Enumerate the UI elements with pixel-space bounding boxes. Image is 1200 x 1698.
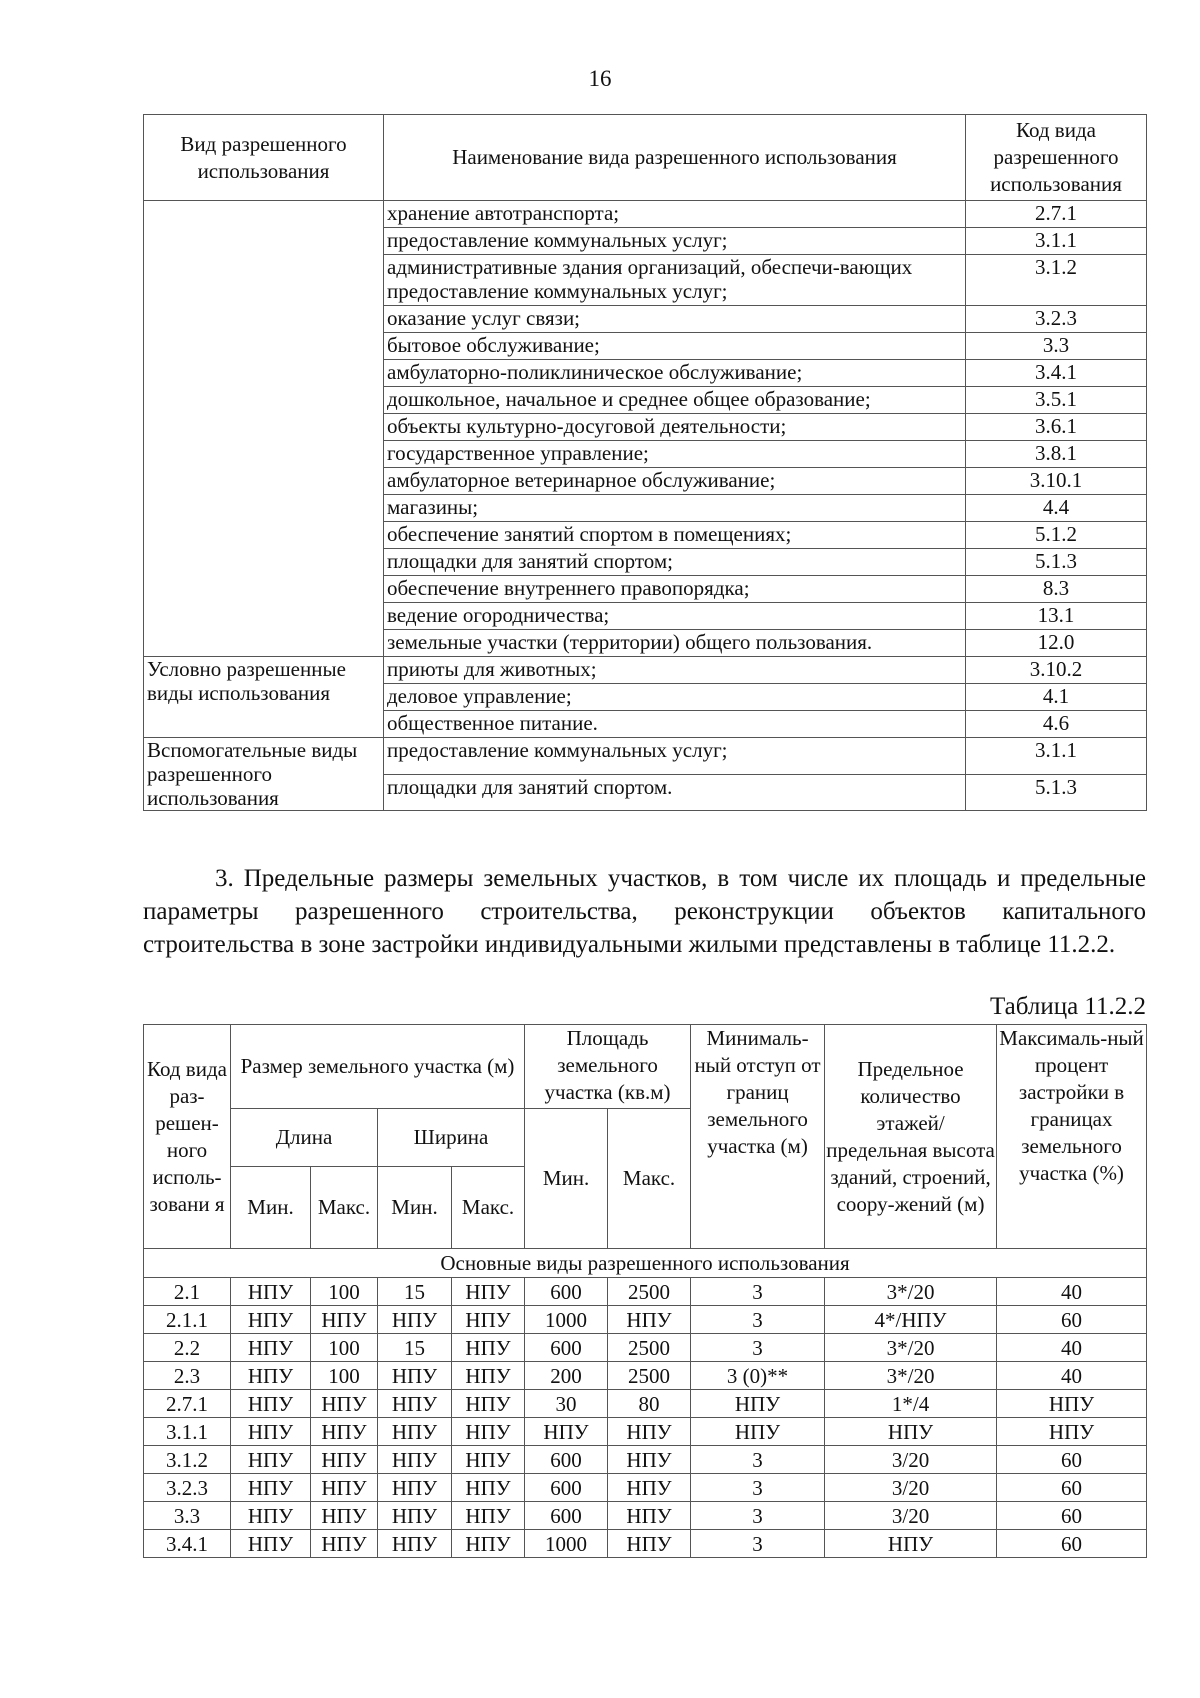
use-code-cell: 3.3: [966, 333, 1147, 360]
permitted-use-table: [143, 114, 1147, 811]
width-min-cell: НПУ: [378, 1362, 452, 1390]
length-max-cell: НПУ: [311, 1474, 378, 1502]
header-indent: Минималь-ный отступ от границ земельного участка (м): [691, 1025, 825, 1249]
use-code-cell: 3.10.2: [966, 657, 1147, 684]
code-cell: 3.1.1: [144, 1418, 231, 1446]
use-code-cell: 3.4.1: [966, 360, 1147, 387]
paragraph-3: 3. Предельные размеры земельных участков, в том числе их площадь и предельные параметры разрешенного строительства, реконструкции объектов капитального строительства в зоне застройки индивидуальными жилыми представлены в таблице 11.2.2.: [143, 865, 1146, 958]
length-max-cell: НПУ: [311, 1502, 378, 1530]
length-min-cell: НПУ: [231, 1278, 311, 1306]
length-max-cell: НПУ: [311, 1446, 378, 1474]
use-name-cell: приюты для животных;: [384, 657, 966, 684]
width-max-cell: НПУ: [452, 1278, 525, 1306]
floors-cell: 3*/20: [825, 1334, 997, 1362]
land-plot-parameters-table: [143, 1024, 1147, 1558]
area-min-cell: 600: [525, 1278, 608, 1306]
floors-cell: 1*/4: [825, 1390, 997, 1418]
width-max-cell: НПУ: [452, 1530, 525, 1558]
page-number: 16: [588, 66, 612, 91]
width-max-cell: НПУ: [452, 1418, 525, 1446]
length-max-cell: 100: [311, 1278, 378, 1306]
length-min-cell: НПУ: [231, 1446, 311, 1474]
header-kind: Вид разрешенного использования: [144, 115, 384, 201]
length-min-cell: НПУ: [231, 1502, 311, 1530]
header-length-max: Макс.: [311, 1167, 378, 1249]
use-name-cell: площадки для занятий спортом;: [384, 549, 966, 576]
use-kind-cell: Вспомогательные виды разрешенного использования: [144, 738, 384, 811]
table-row: [144, 1334, 1147, 1362]
use-code-cell: 5.1.3: [966, 774, 1147, 811]
use-code-cell: 4.4: [966, 495, 1147, 522]
use-name-cell: предоставление коммунальных услуг;: [384, 738, 966, 775]
table-row: [144, 657, 1147, 684]
length-max-cell: 100: [311, 1362, 378, 1390]
header-code: Код вида раз-решен-ного исполь-зовани я: [144, 1025, 231, 1249]
width-min-cell: НПУ: [378, 1530, 452, 1558]
width-min-cell: НПУ: [378, 1446, 452, 1474]
width-max-cell: НПУ: [452, 1390, 525, 1418]
code-cell: 3.2.3: [144, 1474, 231, 1502]
header-floors: Предельное количество этажей/ предельная высота зданий, строений, соору-жений (м): [825, 1025, 997, 1249]
use-name-cell: деловое управление;: [384, 684, 966, 711]
use-name-cell: государственное управление;: [384, 441, 966, 468]
width-min-cell: НПУ: [378, 1418, 452, 1446]
table-row: [144, 1306, 1147, 1334]
width-max-cell: НПУ: [452, 1446, 525, 1474]
table-row: [144, 1418, 1147, 1446]
floors-cell: 4*/НПУ: [825, 1306, 997, 1334]
floors-cell: НПУ: [825, 1530, 997, 1558]
length-max-cell: НПУ: [311, 1390, 378, 1418]
area-min-cell: НПУ: [525, 1418, 608, 1446]
width-min-cell: 15: [378, 1278, 452, 1306]
length-max-cell: НПУ: [311, 1418, 378, 1446]
use-code-cell: 3.1.1: [966, 738, 1147, 775]
indent-cell: 3: [691, 1474, 825, 1502]
use-name-cell: магазины;: [384, 495, 966, 522]
use-name-cell: оказание услуг связи;: [384, 306, 966, 333]
use-name-cell: обеспечение занятий спортом в помещениях;: [384, 522, 966, 549]
table-row: [144, 1530, 1147, 1558]
area-max-cell: НПУ: [608, 1502, 691, 1530]
use-name-cell: бытовое обслуживание;: [384, 333, 966, 360]
floors-cell: 3*/20: [825, 1362, 997, 1390]
length-min-cell: НПУ: [231, 1418, 311, 1446]
width-min-cell: НПУ: [378, 1306, 452, 1334]
indent-cell: 3: [691, 1530, 825, 1558]
use-code-cell: 13.1: [966, 603, 1147, 630]
use-code-cell: 5.1.2: [966, 522, 1147, 549]
width-max-cell: НПУ: [452, 1474, 525, 1502]
width-max-cell: НПУ: [452, 1362, 525, 1390]
use-name-cell: ведение огородничества;: [384, 603, 966, 630]
indent-cell: 3: [691, 1306, 825, 1334]
code-cell: 2.1: [144, 1278, 231, 1306]
header-name: Наименование вида разрешенного использования: [384, 115, 966, 201]
use-name-cell: обеспечение внутреннего правопорядка;: [384, 576, 966, 603]
table-row: [144, 201, 1147, 228]
table-caption: Таблица 11.2.2: [990, 993, 1146, 1020]
header-length: Длина: [231, 1109, 378, 1167]
table-row: [144, 1390, 1147, 1418]
header-length-min: Мин.: [231, 1167, 311, 1249]
width-min-cell: 15: [378, 1334, 452, 1362]
use-name-cell: административные здания организаций, обеспечи-вающих предоставление коммунальных услуг;: [384, 255, 966, 306]
code-cell: 2.2: [144, 1334, 231, 1362]
width-min-cell: НПУ: [378, 1390, 452, 1418]
percent-cell: 40: [997, 1362, 1147, 1390]
code-cell: 2.7.1: [144, 1390, 231, 1418]
percent-cell: 40: [997, 1334, 1147, 1362]
area-max-cell: НПУ: [608, 1474, 691, 1502]
area-max-cell: НПУ: [608, 1530, 691, 1558]
length-min-cell: НПУ: [231, 1334, 311, 1362]
use-name-cell: земельные участки (территории) общего пользования.: [384, 630, 966, 657]
use-code-cell: 3.1.1: [966, 228, 1147, 255]
floors-cell: 3/20: [825, 1474, 997, 1502]
area-min-cell: 600: [525, 1502, 608, 1530]
percent-cell: 60: [997, 1306, 1147, 1334]
length-max-cell: 100: [311, 1334, 378, 1362]
header-width-max: Макс.: [452, 1167, 525, 1249]
length-max-cell: НПУ: [311, 1306, 378, 1334]
percent-cell: 60: [997, 1446, 1147, 1474]
header-area-max: Макс.: [608, 1109, 691, 1249]
floors-cell: НПУ: [825, 1418, 997, 1446]
code-cell: 2.3: [144, 1362, 231, 1390]
use-name-cell: предоставление коммунальных услуг;: [384, 228, 966, 255]
width-min-cell: НПУ: [378, 1502, 452, 1530]
length-min-cell: НПУ: [231, 1306, 311, 1334]
length-min-cell: НПУ: [231, 1530, 311, 1558]
use-name-cell: амбулаторное ветеринарное обслуживание;: [384, 468, 966, 495]
use-code-cell: 3.2.3: [966, 306, 1147, 333]
percent-cell: НПУ: [997, 1390, 1147, 1418]
use-code-cell: 4.6: [966, 711, 1147, 738]
percent-cell: 60: [997, 1474, 1147, 1502]
area-min-cell: 1000: [525, 1306, 608, 1334]
use-name-cell: площадки для занятий спортом.: [384, 774, 966, 811]
floors-cell: 3*/20: [825, 1278, 997, 1306]
header-code: Код вида разрешенного использования: [966, 115, 1147, 201]
header-size: Размер земельного участка (м): [231, 1025, 525, 1109]
header-area: Площадь земельного участка (кв.м): [525, 1025, 691, 1109]
percent-cell: 40: [997, 1278, 1147, 1306]
use-code-cell: 8.3: [966, 576, 1147, 603]
section-row: Основные виды разрешенного использования: [144, 1249, 1147, 1278]
use-code-cell: 3.10.1: [966, 468, 1147, 495]
use-code-cell: 3.6.1: [966, 414, 1147, 441]
area-max-cell: НПУ: [608, 1418, 691, 1446]
use-code-cell: 2.7.1: [966, 201, 1147, 228]
indent-cell: 3 (0)**: [691, 1362, 825, 1390]
width-max-cell: НПУ: [452, 1306, 525, 1334]
use-name-cell: хранение автотранспорта;: [384, 201, 966, 228]
area-max-cell: НПУ: [608, 1306, 691, 1334]
use-code-cell: 3.5.1: [966, 387, 1147, 414]
percent-cell: 60: [997, 1530, 1147, 1558]
area-max-cell: 2500: [608, 1278, 691, 1306]
use-code-cell: 12.0: [966, 630, 1147, 657]
width-max-cell: НПУ: [452, 1502, 525, 1530]
area-min-cell: 600: [525, 1474, 608, 1502]
width-max-cell: НПУ: [452, 1334, 525, 1362]
area-max-cell: НПУ: [608, 1446, 691, 1474]
floors-cell: 3/20: [825, 1502, 997, 1530]
area-min-cell: 1000: [525, 1530, 608, 1558]
floors-cell: 3/20: [825, 1446, 997, 1474]
table-row: [144, 1362, 1147, 1390]
code-cell: 3.3: [144, 1502, 231, 1530]
use-code-cell: 5.1.3: [966, 549, 1147, 576]
indent-cell: НПУ: [691, 1390, 825, 1418]
indent-cell: 3: [691, 1502, 825, 1530]
use-name-cell: объекты культурно-досуговой деятельности;: [384, 414, 966, 441]
use-name-cell: общественное питание.: [384, 711, 966, 738]
table-row: [144, 1474, 1147, 1502]
use-code-cell: 4.1: [966, 684, 1147, 711]
area-max-cell: 2500: [608, 1362, 691, 1390]
width-min-cell: НПУ: [378, 1474, 452, 1502]
code-cell: 2.1.1: [144, 1306, 231, 1334]
header-percent: Максималь-ный процент застройки в границах земельного участка (%): [997, 1025, 1147, 1249]
header-area-min: Мин.: [525, 1109, 608, 1249]
use-name-cell: амбулаторно-поликлиническое обслуживание;: [384, 360, 966, 387]
code-cell: 3.1.2: [144, 1446, 231, 1474]
percent-cell: 60: [997, 1502, 1147, 1530]
header-width: Ширина: [378, 1109, 525, 1167]
header-width-min: Мин.: [378, 1167, 452, 1249]
length-min-cell: НПУ: [231, 1362, 311, 1390]
percent-cell: НПУ: [997, 1418, 1147, 1446]
length-max-cell: НПУ: [311, 1530, 378, 1558]
table-row: [144, 1278, 1147, 1306]
indent-cell: 3: [691, 1446, 825, 1474]
table-row: [144, 1446, 1147, 1474]
use-kind-cell: Условно разрешенные виды использования: [144, 657, 384, 738]
indent-cell: 3: [691, 1278, 825, 1306]
indent-cell: НПУ: [691, 1418, 825, 1446]
length-min-cell: НПУ: [231, 1390, 311, 1418]
area-min-cell: 600: [525, 1446, 608, 1474]
code-cell: 3.4.1: [144, 1530, 231, 1558]
area-min-cell: 30: [525, 1390, 608, 1418]
use-name-cell: дошкольное, начальное и среднее общее образование;: [384, 387, 966, 414]
use-code-cell: 3.1.2: [966, 255, 1147, 306]
area-min-cell: 600: [525, 1334, 608, 1362]
use-code-cell: 3.8.1: [966, 441, 1147, 468]
table-row: [144, 1502, 1147, 1530]
length-min-cell: НПУ: [231, 1474, 311, 1502]
table-row: [144, 738, 1147, 775]
area-min-cell: 200: [525, 1362, 608, 1390]
use-kind-cell: [144, 201, 384, 657]
indent-cell: 3: [691, 1334, 825, 1362]
area-max-cell: 80: [608, 1390, 691, 1418]
area-max-cell: 2500: [608, 1334, 691, 1362]
